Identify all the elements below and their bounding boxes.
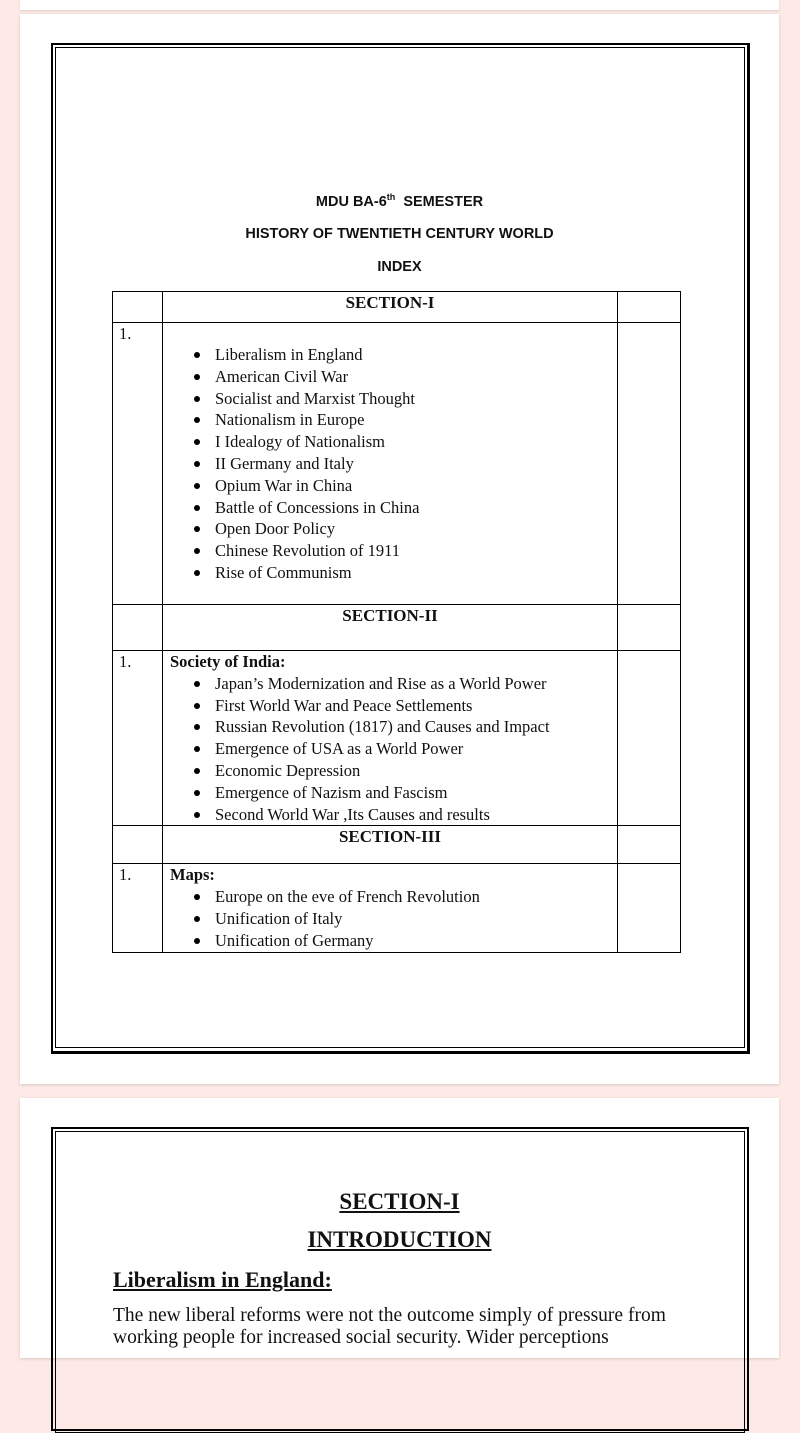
list-item: Rise of Communism (163, 562, 617, 584)
list-item: Unification of Italy (163, 908, 617, 930)
section-header-row (113, 605, 681, 651)
page-cell (618, 605, 681, 651)
item-number: 1. (113, 651, 163, 826)
topic-list (163, 673, 617, 826)
document-page-2 (20, 1098, 779, 1358)
list-item: Emergence of Nazism and Fascism (163, 782, 617, 804)
page-cell (618, 826, 681, 864)
section-content-row (113, 651, 681, 826)
section-header-row (113, 292, 681, 323)
section-lead: Maps: (170, 865, 215, 885)
course-title: HISTORY OF TWENTIETH CENTURY WORLD (245, 226, 554, 242)
section-content (163, 864, 618, 952)
list-item: First World War and Peace Settlements (163, 695, 617, 717)
list-item: Unification of Germany (163, 930, 617, 952)
list-item: Socialist and Marxist Thought (163, 388, 617, 410)
section-heading: SECTION-I (339, 1189, 460, 1214)
list-item: Opium War in China (163, 475, 617, 497)
list-item: Russian Revolution (1817) and Causes and Impact (163, 716, 617, 738)
section-title: SECTION-I (163, 292, 618, 323)
page-cell (618, 323, 681, 605)
list-item: Economic Depression (163, 760, 617, 782)
course-header (20, 192, 779, 210)
section-content (163, 323, 618, 605)
topic-heading: Liberalism in England: (113, 1267, 332, 1292)
list-item: Nationalism in Europe (163, 409, 617, 431)
number-cell (113, 826, 163, 864)
section-header-row (113, 826, 681, 864)
list-item: Open Door Policy (163, 518, 617, 540)
section-title: SECTION-III (163, 826, 618, 864)
list-item: Japan’s Modernization and Rise as a World Power (163, 673, 617, 695)
document-page-1 (20, 14, 779, 1084)
list-item: I Idealogy of Nationalism (163, 431, 617, 453)
previous-page-edge (20, 0, 779, 10)
course-header-suffix: SEMESTER (395, 194, 484, 210)
section-content-row (113, 323, 681, 605)
list-item: II Germany and Italy (163, 453, 617, 475)
section-content-row (113, 864, 681, 952)
topic-list (163, 344, 617, 584)
section-title: SECTION-II (163, 605, 618, 651)
index-table (112, 291, 681, 953)
list-item: American Civil War (163, 366, 617, 388)
page-cell (618, 864, 681, 952)
item-number: 1. (113, 864, 163, 952)
list-item: Second World War ,Its Causes and results (163, 804, 617, 826)
page-cell (618, 651, 681, 826)
course-header-superscript: th (386, 192, 396, 202)
page-cell (618, 292, 681, 323)
index-heading: INDEX (377, 259, 422, 275)
list-item: Liberalism in England (163, 344, 617, 366)
topic-list (163, 886, 617, 951)
number-cell (113, 292, 163, 323)
number-cell (113, 605, 163, 651)
list-item: Europe on the eve of French Revolution (163, 886, 617, 908)
item-number: 1. (113, 323, 163, 605)
introduction-heading: INTRODUCTION (307, 1227, 492, 1252)
section-lead: Society of India: (170, 652, 286, 671)
section-content (163, 651, 618, 826)
list-item: Chinese Revolution of 1911 (163, 540, 617, 562)
course-header-text: MDU BA-6 (315, 194, 387, 210)
list-item: Battle of Concessions in China (163, 497, 617, 519)
list-item: Emergence of USA as a World Power (163, 738, 617, 760)
body-paragraph: The new liberal reforms were not the outcome simply of pressure from working people for increased social security. Wider perceptions (113, 1305, 666, 1348)
